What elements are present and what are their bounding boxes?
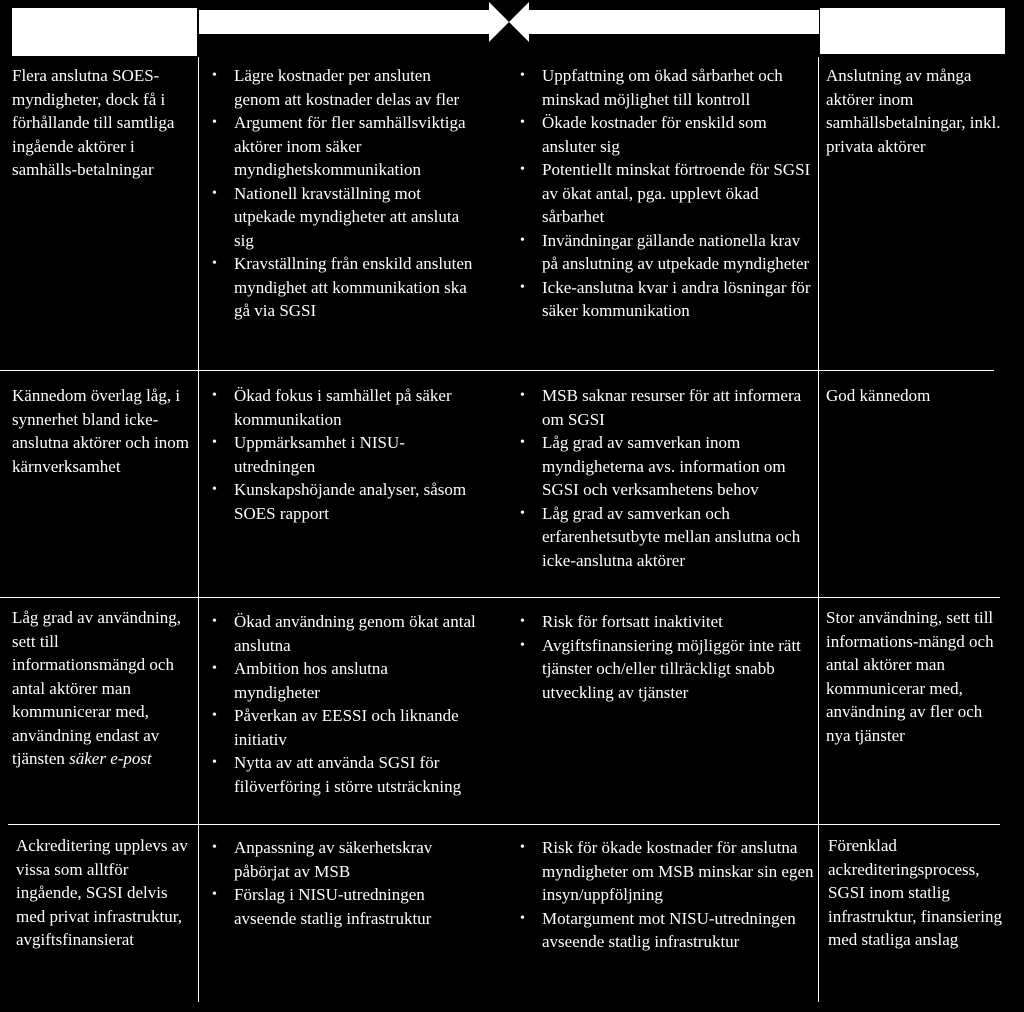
current-state-cell [16,834,188,952]
current-state-emphasis: säker e-post [69,749,152,768]
driving-forces-list [208,610,476,798]
target-state-text: Anslutning av många aktörer inom samhällsbetalningar, inkl. privata aktörer [826,66,1001,156]
restraining-forces-list [516,64,816,323]
current-state-cell [12,606,196,771]
list-item: • Anpassning av säkerhetskrav påbörjat av MSB [208,836,476,883]
list-item: • Invändningar gällande nationella krav på anslutning av utpekade myndigheter [516,229,816,276]
target-state-cell [828,834,1004,952]
driving-forces-list [208,836,476,930]
list-item: • Nationell kravställning mot utpekade myndigheter att ansluta sig [208,182,476,253]
list-item: • Ökad användning genom ökat antal anslutna [208,610,476,657]
header-target-state [820,8,1005,54]
list-item: • Uppfattning om ökad sårbarhet och minskad möjlighet till kontroll [516,64,816,111]
restraining-forces-cell [516,610,816,704]
header-current-state [12,8,197,56]
list-item: • Icke-anslutna kvar i andra lösningar för säker kommunikation [516,276,816,323]
list-item: • Motargument mot NISU-utredningen avseende statlig infrastruktur [516,907,816,954]
driving-forces-list [208,384,476,525]
current-state-text: Ackreditering upplevs av vissa som alltför ingående, SGSI delvis med privat infrastruktur, avgiftsfinansierat [16,836,188,949]
list-item: • Låg grad av samverkan inom myndigheterna avs. information om SGSI och verksamhetens behov [516,431,816,502]
restraining-forces-arrow [509,2,819,42]
list-item: • Ökade kostnader för enskild som ansluter sig [516,111,816,158]
target-state-cell [826,64,1004,158]
list-item: • Lägre kostnader per ansluten genom att kostnader delas av fler [208,64,476,111]
current-state-text: Kännedom överlag låg, i synnerhet bland icke-anslutna aktörer och inom kärnverksamhet [12,386,190,476]
target-state-text: God kännedom [826,386,931,405]
target-state-text: Förenklad ackrediteringsprocess, SGSI inom statlig infrastruktur, finansiering med statliga anslag [828,836,1002,949]
list-item: • Påverkan av EESSI och liknande initiativ [208,704,476,751]
row-divider [0,370,994,371]
list-item: • Låg grad av samverkan och erfarenhetsutbyte mellan anslutna och icke-anslutna aktörer [516,502,816,573]
list-item: • Potentiellt minskat förtroende för SGSI av ökat antal, pga. upplevt ökad sårbarhet [516,158,816,229]
driving-forces-cell [208,384,476,525]
target-state-text: Stor användning, sett till informations-mängd och antal aktörer man kommunicerar med, användning av fler och nya tjänster [826,608,994,745]
restraining-forces-cell [516,836,816,954]
current-state-cell [12,64,192,182]
restraining-forces-cell [516,384,816,572]
restraining-forces-list [516,384,816,572]
list-item: • Risk för fortsatt inaktivitet [516,610,816,634]
list-item: • Ambition hos anslutna myndigheter [208,657,476,704]
list-item: • Kravställning från enskild ansluten myndighet att kommunikation ska gå via SGSI [208,252,476,323]
target-state-cell [826,384,1004,408]
list-item: • Förslag i NISU-utredningen avseende statlig infrastruktur [208,883,476,930]
restraining-forces-list [516,610,816,704]
driving-forces-cell [208,836,476,930]
target-state-cell [826,606,1004,747]
restraining-forces-list [516,836,816,954]
list-item: • Ökad fokus i samhället på säker kommunikation [208,384,476,431]
column-divider [818,57,819,1002]
driving-forces-cell [208,64,476,323]
current-state-cell [12,384,192,478]
list-item: • Avgiftsfinansiering möjliggör inte rätt tjänster och/eller tillräckligt snabb utveckling av tjänster [516,634,816,705]
restraining-forces-cell [516,64,816,323]
row-divider [8,824,1000,825]
column-divider [198,57,199,1002]
current-state-text: Flera anslutna SOES-myndigheter, dock få i förhållande till samtliga ingående aktörer i samhälls-betalningar [12,66,175,179]
list-item: • Nytta av att använda SGSI för filöverföring i större utsträckning [208,751,476,798]
current-state-text: Låg grad av användning, sett till informationsmängd och antal aktörer man kommunicerar med, användning endast av tjänsten [12,608,181,768]
list-item: • MSB saknar resurser för att informera om SGSI [516,384,816,431]
driving-forces-arrow [199,2,509,42]
list-item: • Risk för ökade kostnader för anslutna myndigheter om MSB minskar sin egen insyn/uppföljning [516,836,816,907]
row-divider [0,597,1000,598]
list-item: • Argument för fler samhällsviktiga aktörer inom säker myndighetskommunikation [208,111,476,182]
list-item: • Uppmärksamhet i NISU-utredningen [208,431,476,478]
list-item: • Kunskapshöjande analyser, såsom SOES rapport [208,478,476,525]
driving-forces-cell [208,610,476,798]
driving-forces-list [208,64,476,323]
header-forces-arrows [199,0,819,44]
